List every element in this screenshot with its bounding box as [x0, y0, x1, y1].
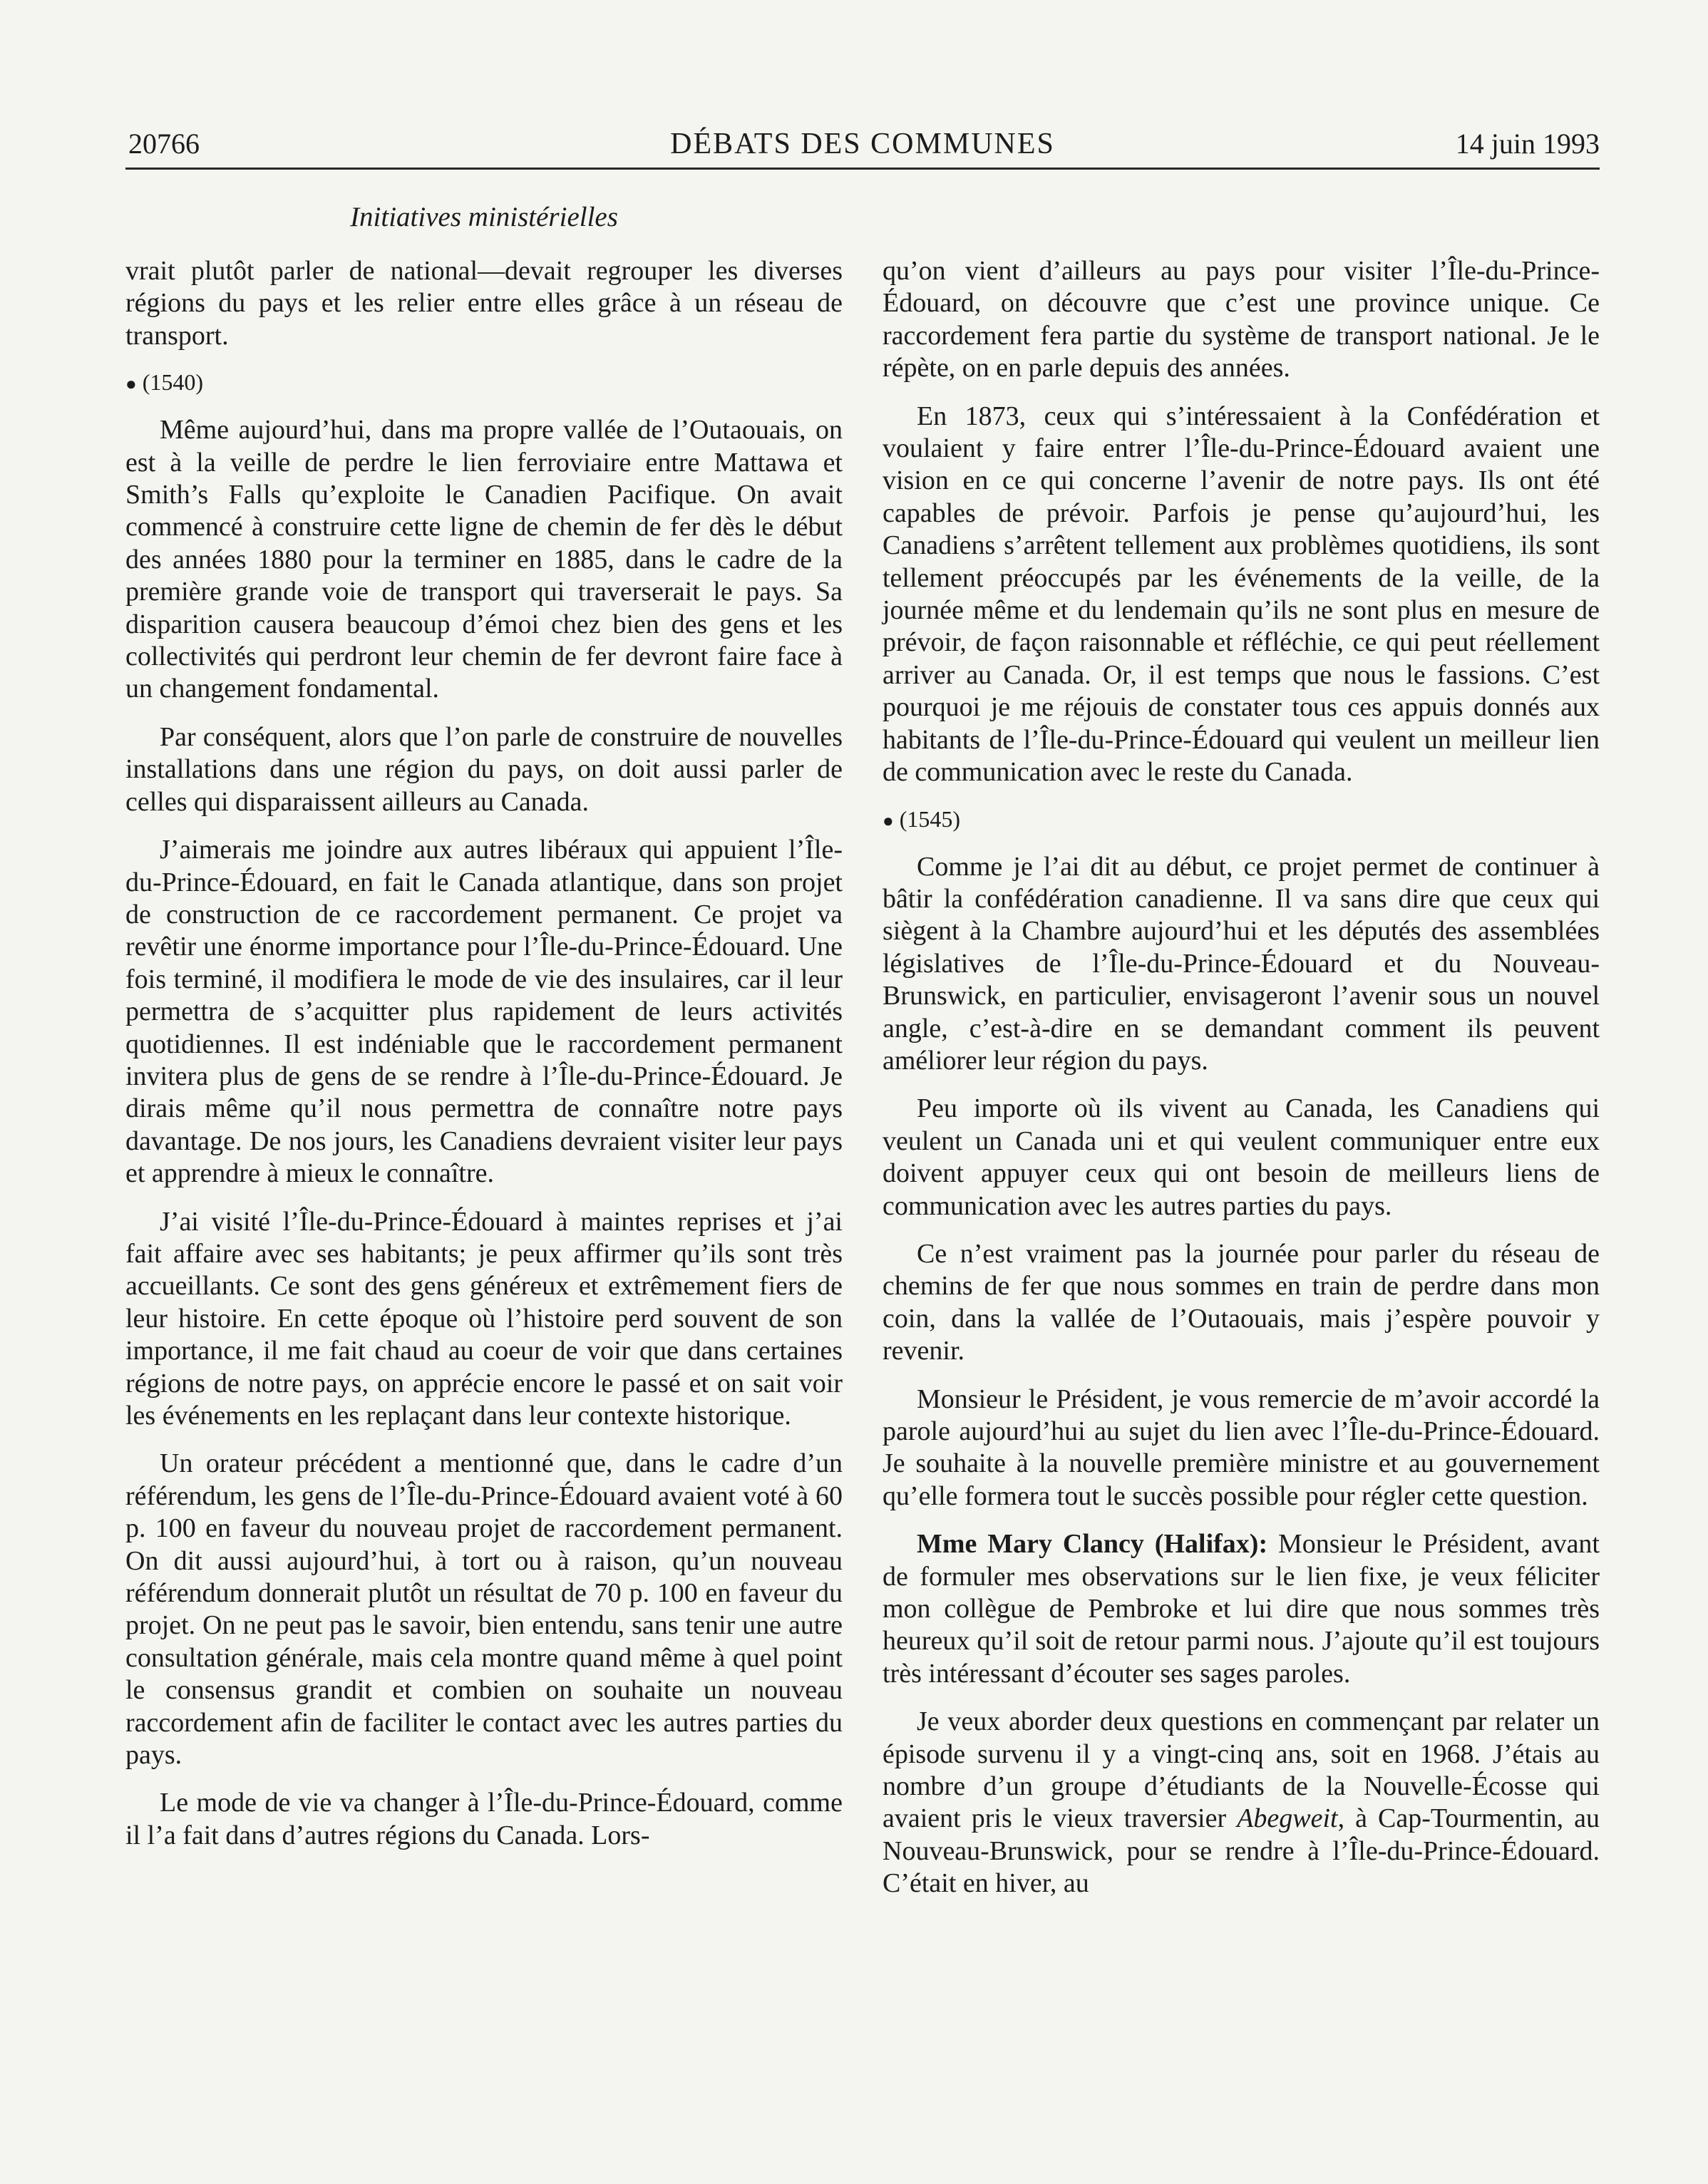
paragraph: Peu importe où ils vivent au Canada, les Canadiens qui veulent un Canada uni et qui veulent communiquer entre eux doivent appuyer ceux qui ont besoin de meilleurs liens de communication avec les autres parties du pays. — [883, 1093, 1600, 1221]
paragraph-text: , à Cap-Tourmentin, au Nouveau-Brunswick, pour se rendre à l’Île-du-Prince-Édouard. C’était en hiver, au — [883, 1803, 1600, 1899]
time-marker — [883, 805, 1600, 835]
paragraph: En 1873, ceux qui s’intéressaient à la Confédération et voulaient y faire entrer l’Île-du-Prince-Édouard avaient une vision en ce qui concerne l’avenir de notre pays. Ils ont été capables de prévoir. Parfois je pense qu’aujourd’hui, les Canadiens s’arrêtent tellement aux problèmes quotidiens, ils sont tellement préoccupés par les événements de la veille, de la journée même et du lendemain qu’ils ne sont plus en mesure de prévoir, de façon raisonnable et réfléchie, ce qui peut réellement arriver au Canada. Or, il est temps que nous le fassions. C’est pourquoi je me réjouis de constater tous ces appuis donnés aux habitants de l’Île-du-Prince-Édouard qui veulent un meilleur lien de communication avec le reste du Canada. — [883, 401, 1600, 788]
paragraph-text: Je veux aborder deux questions en commençant par relater un épisode survenu il y a vingt-cinq ans, soit en 1968. J’étais au nombre d’un groupe d’étudiants de la Nouvelle-Écosse qui avaient pris le vieux traversier — [883, 1706, 1600, 1834]
paragraph: Un orateur précédent a mentionné que, dans le cadre d’un référendum, les gens de l’Île-du-Prince-Édouard avaient voté à 60 p. 100 en faveur du nouveau projet de raccordement permanent. On dit aussi aujourd’hui, à tort ou à raison, qu’un nouveau référendum donnerait plutôt un résultat de 70 p. 100 en faveur du projet. On ne peut pas le savoir, bien entendu, sans tenir une autre consultation générale, mais cela montre quand même à quel point le consensus grandit et combien on souhaite un nouveau raccordement afin de faciliter le contact avec les autres parties du pays. — [125, 1448, 843, 1771]
paragraph: Le mode de vie va changer à l’Île-du-Prince-Édouard, comme il l’a fait dans d’autres régions du Canada. Lors- — [125, 1788, 843, 1850]
paragraph: vrait plutôt parler de national—devait regrouper les diverses régions du pays et les relier entre elles grâce à un réseau de transport. — [125, 256, 843, 351]
ship-name: Abegweit — [1237, 1803, 1338, 1834]
bullet-icon: ● — [125, 374, 137, 395]
publication-date: 14 juin 1993 — [1455, 128, 1600, 160]
page-header — [125, 127, 1600, 163]
paragraph: Par conséquent, alors que l’on parle de construire de nouvelles installations dans une région du pays, on doit aussi parler de celles qui disparaissent ailleurs au Canada. — [125, 721, 843, 817]
paragraph — [883, 1706, 1600, 1900]
paragraph: Ce n’est vraiment pas la journée pour parler du réseau de chemins de fer que nous sommes en train de perdre dans mon coin, dans la vallée de l’Outaouais, mais j’espère pouvoir y revenir. — [883, 1238, 1600, 1366]
bullet-icon: ● — [883, 810, 894, 831]
paragraph: Comme je l’ai dit au début, ce projet permet de continuer à bâtir la confédération canadienne. Il va sans dire que ceux qui siègent à la Chambre aujourd’hui et les députés des assemblées législatives de l’Île-du-Prince-Édouard et du Nouveau-Brunswick, en particulier, envisageront l’avenir sous un nouvel angle, c’est-à-dire en se demandant comment ils peuvent améliorer leur région du pays. — [883, 851, 1600, 1076]
section-title: Initiatives ministérielles — [350, 202, 618, 232]
right-column — [883, 255, 1600, 1916]
publication-title: DÉBATS DES COMMUNES — [670, 128, 1055, 160]
left-column — [125, 255, 843, 1868]
time-marker-text: (1540) — [142, 369, 204, 396]
page-number: 20766 — [128, 128, 200, 160]
paragraph: J’ai visité l’Île-du-Prince-Édouard à maintes reprises et j’ai fait affaire avec ses habitants; je peux affirmer qu’ils sont très accueillants. Ce sont des gens généreux et extrêmement fiers de leur histoire. En cette époque où l’histoire perd souvent de son importance, il me fait chaud au coeur de voir que dans certaines régions de notre pays, on apprécie encore le passé et on sait voir les événements en les replaçant dans leur contexte historique. — [125, 1206, 843, 1431]
time-marker-text: (1545) — [899, 805, 961, 832]
time-marker — [125, 368, 843, 398]
paragraph: Même aujourd’hui, dans ma propre vallée de l’Outaouais, on est à la veille de perdre le lien ferroviaire entre Mattawa et Smith’s Falls qu’exploite le Canadien Pacifique. On avait commencé à construire cette ligne de chemin de fer dès le début des années 1880 pour la terminer en 1885, dans le cadre de la première grande voie de transport qui traverserait le pays. Sa disparition causera beaucoup d’émoi chez bien des gens et les collectivités qui perdront leur chemin de fer devront faire face à un changement fondamental. — [125, 415, 843, 704]
paragraph: Monsieur le Président, je vous remercie de m’avoir accordé la parole aujourd’hui au sujet du lien avec l’Île-du-Prince-Édouard. Je souhaite à la nouvelle première ministre et au gouvernement qu’elle formera tout le succès possible pour régler cette question. — [883, 1384, 1600, 1511]
speaker-name: Mme Mary Clancy (Halifax): — [917, 1529, 1268, 1560]
speech-text: Monsieur le Président, avant de formuler mes observations sur le lien fixe, je veux féliciter mon collègue de Pembroke et lui dire que nous sommes très heureux qu’il soit de retour parmi nous. J’ajoute qu’il est toujours très intéressant d’écouter ses sages paroles. — [883, 1529, 1600, 1689]
header-rule — [125, 168, 1600, 170]
paragraph: qu’on vient d’ailleurs au pays pour visiter l’Île-du-Prince-Édouard, on découvre que c’est une province unique. Ce raccordement fera partie du système de transport national. Je le répète, on en parle depuis des années. — [883, 256, 1600, 383]
paragraph: J’aimerais me joindre aux autres libéraux qui appuient l’Île-du-Prince-Édouard, en fait le Canada atlantique, dans son projet de construction de ce raccordement permanent. Ce projet va revêtir une énorme importance pour l’Île-du-Prince-Édouard. Une fois terminé, il modifiera le mode de vie des insulaires, car il leur permettra de s’acquitter plus rapidement de leurs activités quotidiennes. Il est indéniable que le raccordement permanent invitera plus de gens de se rendre à l’Île-du-Prince-Édouard. Je dirais même qu’il nous permettra de connaître notre pays davantage. De nos jours, les Canadiens devraient visiter leur pays et apprendre à mieux le connaître. — [125, 835, 843, 1189]
speech-paragraph — [883, 1528, 1600, 1690]
